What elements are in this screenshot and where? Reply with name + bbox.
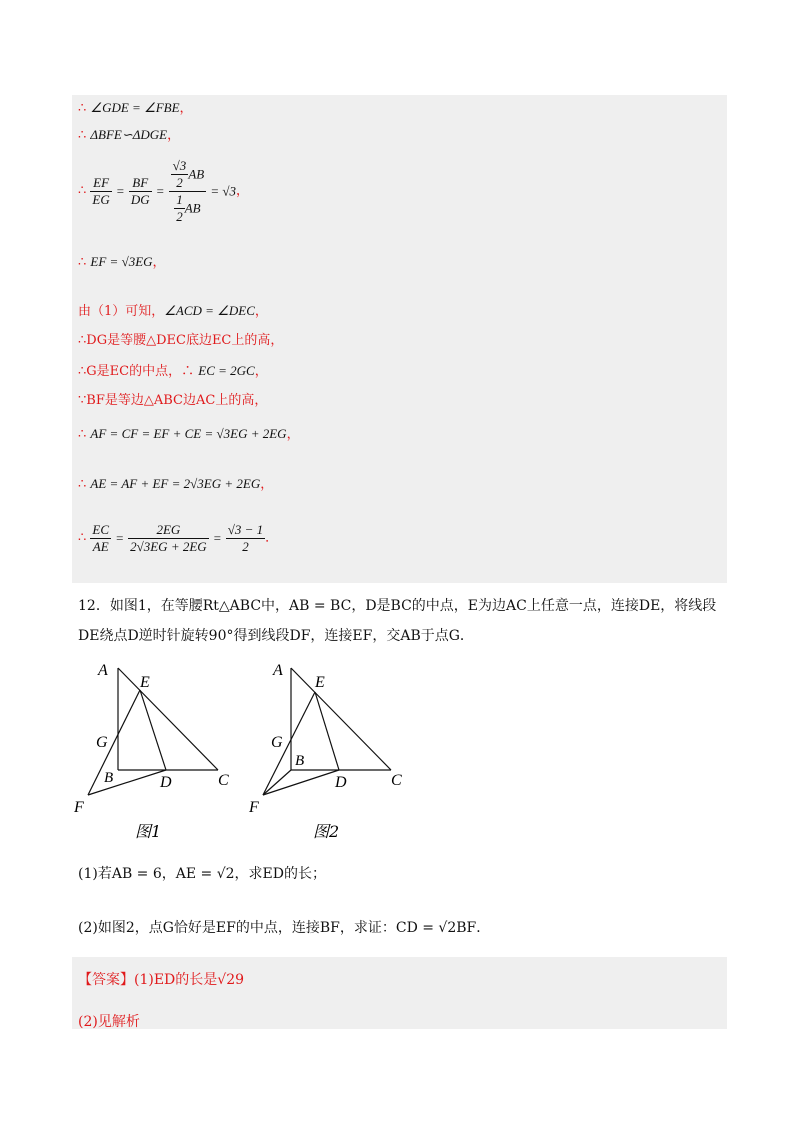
equals-sign: = — [212, 530, 222, 546]
punctuation: ． — [265, 530, 279, 546]
solution-line-1 — [78, 100, 193, 117]
label-g: G — [96, 734, 108, 751]
therefore-symbol: ∴ — [78, 255, 87, 270]
question-line-2: DE绕点D逆时针旋转90°得到线段DF，连接EF，交AB于点G． — [78, 628, 474, 644]
label-b: B — [295, 753, 305, 769]
solution-line-11 — [78, 522, 278, 555]
question-line-1: 12．如图1，在等腰Rt△ABC中，AB = BC，D是BC的中点，E为边AC上任意一点，连接DE，将线段 — [78, 598, 717, 614]
math-expression: ∠ACD = ∠DEC — [164, 303, 255, 318]
equals-sign: = — [115, 183, 125, 199]
fraction-ec-ae — [90, 522, 111, 555]
therefore-symbol: ∴ — [78, 183, 87, 199]
punctuation: ， — [260, 477, 274, 492]
answer-tag: 【答案】 — [78, 972, 134, 988]
solution-line-3 — [78, 158, 249, 225]
denominator: EG — [92, 192, 110, 207]
solution-line-9 — [78, 426, 300, 443]
numerator: 2EG — [128, 522, 209, 539]
segment-de — [140, 690, 166, 770]
solution-line-10 — [78, 476, 273, 493]
equals-sign: = — [155, 183, 165, 199]
punctuation: ， — [286, 427, 300, 442]
fraction-2eg — [128, 522, 209, 555]
question-part-2: (2)如图2，点G恰好是EF的中点，连接BF，求证：CD = √2BF． — [78, 920, 491, 936]
math-expression: AF = CF = EF + CE = √3EG + 2EG — [90, 426, 287, 441]
solution-line-8 — [78, 393, 267, 409]
numerator: 1 — [176, 192, 183, 207]
answer-line-2 — [78, 1013, 140, 1031]
solution-line-6 — [78, 333, 283, 349]
punctuation: ， — [254, 364, 268, 379]
fraction-result — [226, 522, 265, 555]
punctuation: ， — [167, 128, 181, 143]
question-part-1: (1)若AB = 6，AE = √2，求ED的长； — [78, 866, 327, 882]
math-expression: EF = √3EG — [90, 254, 153, 269]
fraction-sqrt3-over-2 — [171, 158, 189, 191]
denominator: 2 — [176, 209, 183, 224]
label-c: C — [218, 772, 229, 789]
punctuation: ， — [152, 255, 166, 270]
segment-ac — [118, 668, 218, 770]
segment-df — [88, 770, 166, 795]
variable: AB — [188, 166, 205, 182]
solution-line-7 — [78, 363, 268, 380]
therefore-symbol: ∴ — [78, 427, 87, 442]
numerator: BF — [129, 175, 152, 192]
solution-text: 由（1）可知， — [78, 304, 165, 319]
answer-part-2: (2)见解析 — [78, 1014, 140, 1030]
answer-part-1: (1)ED的长是√29 — [134, 972, 245, 988]
denominator: AE — [92, 539, 109, 554]
therefore-symbol: ∴ — [78, 364, 87, 379]
compound-numerator — [169, 158, 207, 192]
label-a: A — [273, 662, 283, 679]
solution-line-4 — [78, 254, 166, 271]
punctuation: ， — [254, 304, 268, 319]
answer-line-1 — [78, 971, 244, 989]
therefore-symbol: ∴ — [78, 101, 87, 116]
therefore-symbol: ∴ — [78, 477, 87, 492]
segment-bf — [263, 770, 291, 795]
compound-fraction — [169, 158, 207, 225]
therefore-symbol: ∴ — [78, 128, 87, 143]
label-b: B — [104, 770, 114, 786]
fraction-ef-eg — [90, 175, 111, 208]
label-e: E — [315, 674, 325, 691]
therefore-symbol: ∴ — [78, 530, 87, 546]
label-a: A — [98, 662, 108, 679]
math-expression: ΔBFE∽ΔDGE — [90, 127, 168, 142]
label-g: G — [271, 734, 283, 751]
compound-denominator — [169, 192, 207, 225]
label-f: F — [249, 799, 259, 816]
fraction-1-over-2 — [174, 192, 185, 225]
denominator: 2 — [242, 539, 249, 554]
segment-de — [315, 692, 339, 770]
denominator: DG — [130, 192, 150, 207]
figure-2 — [243, 655, 423, 845]
punctuation: ， — [179, 101, 193, 116]
solution-text: BF是等边△ABC边AC上的高， — [86, 393, 268, 408]
therefore-symbol: ∴ — [78, 333, 87, 348]
segment-ac — [291, 668, 391, 770]
therefore-symbol: ∴ — [181, 364, 195, 379]
math-expression: AE = AF + EF = 2√3EG + 2EG — [90, 476, 261, 491]
math-expression: = √3 — [210, 183, 237, 199]
label-d: D — [160, 774, 172, 791]
figure-1-caption: 图1 — [135, 822, 162, 841]
solution-line-2 — [78, 127, 180, 144]
math-expression: EC = 2GC — [198, 363, 255, 378]
figure-2-caption: 图2 — [313, 822, 340, 841]
solution-line-5 — [78, 303, 268, 320]
variable: AB — [184, 200, 201, 216]
numerator: EF — [90, 175, 111, 192]
numerator: √3 — [172, 158, 187, 173]
equals-sign: = — [115, 530, 124, 546]
label-e: E — [140, 674, 150, 691]
label-d: D — [335, 774, 347, 791]
because-symbol: ∵ — [78, 393, 87, 408]
answer-box — [72, 957, 727, 1029]
label-f: F — [74, 799, 84, 816]
fraction-bf-dg — [129, 175, 152, 208]
numerator: √3 − 1 — [227, 522, 264, 537]
math-expression: ∠GDE = ∠FBE — [90, 100, 180, 115]
punctuation: ， — [236, 183, 250, 199]
figure-1 — [70, 655, 250, 845]
solution-text: G是EC的中点， — [86, 364, 182, 379]
label-c: C — [391, 772, 402, 789]
solution-text: DG是等腰△DEC底边EC上的高， — [86, 333, 284, 348]
denominator: 2√3EG + 2EG — [130, 539, 207, 554]
denominator: 2 — [176, 175, 183, 190]
numerator: EC — [92, 522, 110, 537]
